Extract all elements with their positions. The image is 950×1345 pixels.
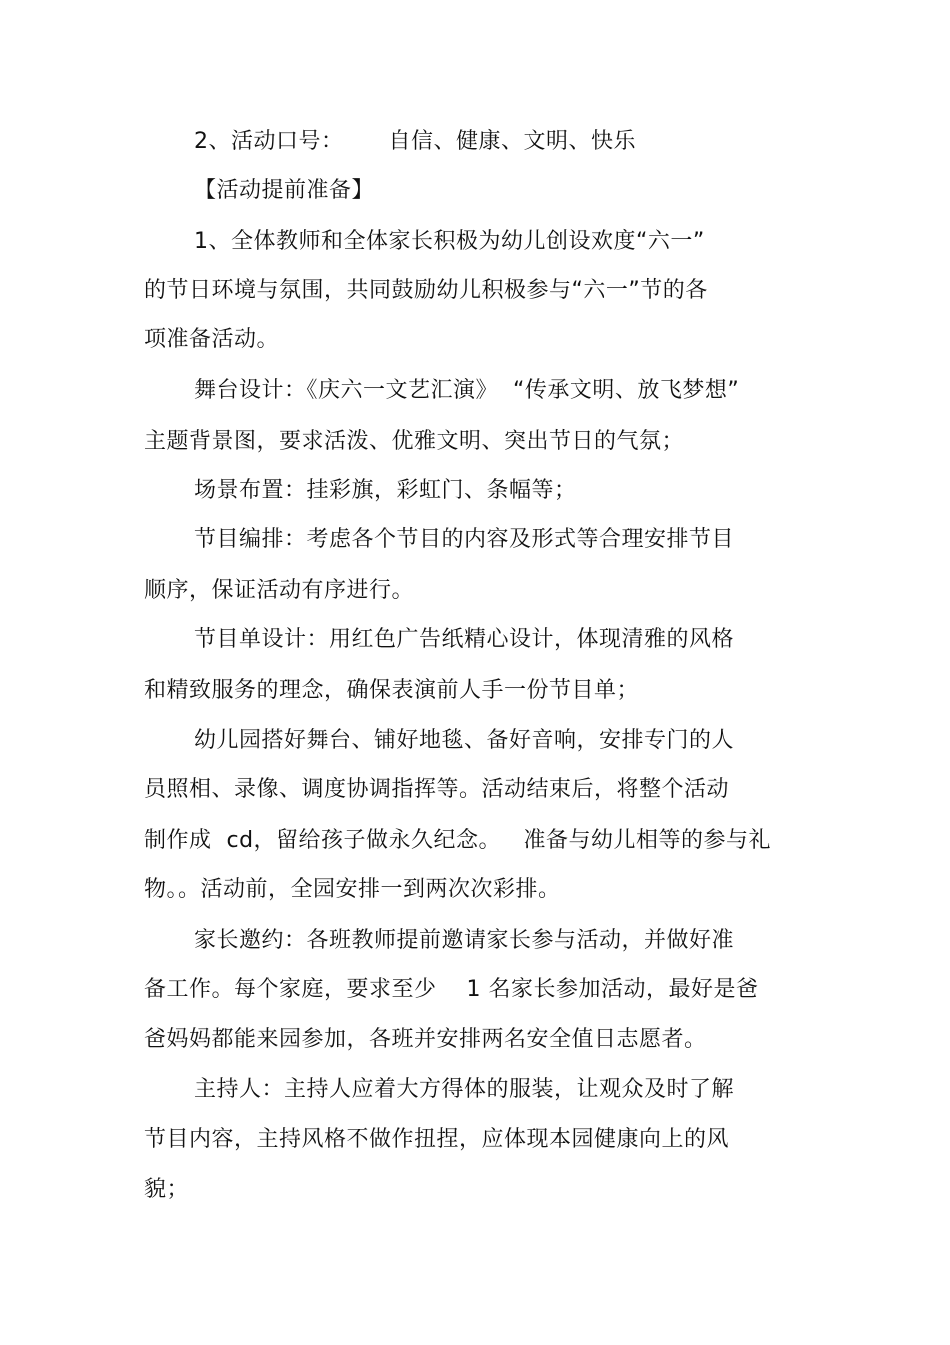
- slogan-line: 2、活动口号： 自信、健康、文明、快乐: [194, 129, 636, 154]
- paragraph-line: 1、全体教师和全体家长积极为幼儿创设欢度“六一”: [194, 229, 705, 254]
- paragraph-line: 物。。活动前，全园安排一到两次次彩排。: [144, 877, 561, 902]
- paragraph-line: 主题背景图，要求活泼、优雅文明、突出节日的气氛；: [144, 429, 685, 454]
- paragraph-line: 项准备活动。: [144, 327, 280, 352]
- paragraph-line: 貌；: [144, 1177, 190, 1202]
- paragraph-line: 场景布置：挂彩旗，彩虹门、条幅等；: [194, 478, 577, 503]
- paragraph-line: 舞台设计：《庆六一文艺汇演》 “传承文明、放飞梦想”: [194, 378, 740, 403]
- paragraph-line: 备工作。每个家庭，要求至少 1 名家长参加活动，最好是爸: [144, 977, 759, 1002]
- paragraph-line: 节目编排：考虑各个节目的内容及形式等合理安排节目: [194, 527, 735, 552]
- paragraph-line: 顺序，保证活动有序进行。: [144, 578, 415, 603]
- paragraph-line: 制作成 cd，留给孩子做永久纪念。 准备与幼儿相等的参与礼: [144, 828, 772, 853]
- paragraph-line: 和精致服务的理念，确保表演前人手一份节目单；: [144, 678, 640, 703]
- paragraph-line: 主持人：主持人应着大方得体的服装，让观众及时了解: [194, 1077, 735, 1102]
- paragraph-line: 幼儿园搭好舞台、铺好地毯、备好音响，安排专门的人: [194, 728, 735, 753]
- paragraph-line: 员照相、录像、调度协调指挥等。活动结束后，将整个活动: [144, 777, 730, 802]
- paragraph-line: 节目单设计：用红色广告纸精心设计，体现清雅的风格: [194, 627, 735, 652]
- paragraph-line: 节目内容，主持风格不做作扭捏，应体现本园健康向上的风: [144, 1127, 730, 1152]
- paragraph-line: 的节日环境与氛围，共同鼓励幼儿积极参与“六一”节的各: [144, 278, 708, 303]
- paragraph-line: 家长邀约：各班教师提前邀请家长参与活动，并做好准: [194, 928, 735, 953]
- section-heading: 【活动提前准备】: [194, 178, 375, 203]
- paragraph-line: 爸妈妈都能来园参加，各班并安排两名安全值日志愿者。: [144, 1027, 707, 1052]
